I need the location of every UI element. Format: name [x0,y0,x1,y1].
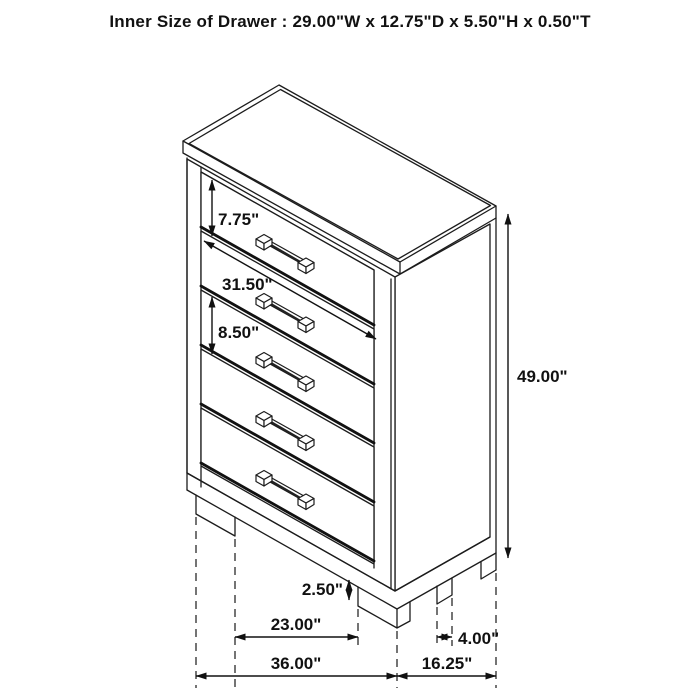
drawing-title: Inner Size of Drawer : 29.00"W x 12.75"D x 5.50"H x 0.50"T [109,12,591,31]
front-left-leg [196,495,235,536]
dim-label-overall-depth: 16.25" [421,654,473,673]
front-right-corner-leg [358,587,410,628]
dim-label-drawer-front-width: 31.50" [222,275,273,294]
dim-label-between-front-legs: 23.00" [270,615,322,634]
dim-label-top-drawer-height: 7.75" [218,210,260,229]
chest-body [183,85,496,628]
dim-label-overall-width: 36.00" [270,654,322,673]
dim-label-leg-height: 2.50" [301,580,343,599]
back-corner-leg [481,562,496,579]
dim-label-middle-drawer-height: 8.50" [218,323,260,342]
dim-label-overall-height: 49.00" [517,367,568,386]
dim-label-back-leg-width: 4.00" [458,629,500,648]
side-panel [395,224,490,591]
